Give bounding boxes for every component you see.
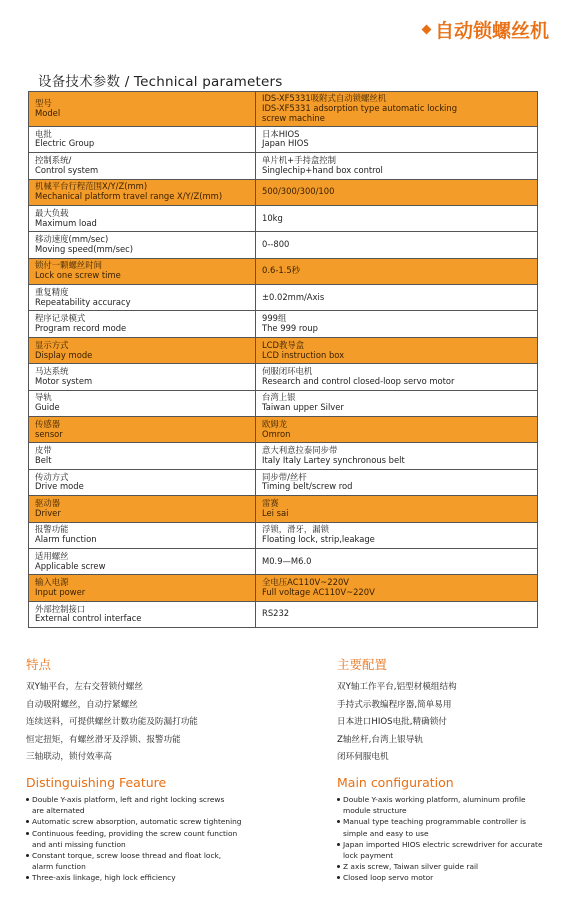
param-label-cn: 型号 bbox=[35, 97, 52, 108]
param-value: LCD instruction box bbox=[262, 349, 345, 360]
param-value-cell bbox=[256, 126, 538, 152]
table-row bbox=[29, 390, 538, 416]
list-item: Continuous feeding, providing the screw count function bbox=[26, 828, 266, 839]
param-value-cell bbox=[256, 443, 538, 469]
features-en-heading: Distinguishing Feature bbox=[26, 774, 167, 790]
param-value: screw machine bbox=[262, 112, 325, 123]
list-item: 连续送料，可提供螺丝计数功能及防漏打功能 bbox=[26, 717, 198, 728]
param-value: 0.6-1.5秒 bbox=[262, 265, 301, 276]
list-item: 自动吸附螺丝，自动拧紧螺丝 bbox=[26, 699, 138, 710]
features-cn-heading: 特点 bbox=[26, 657, 52, 672]
param-value: RS232 bbox=[262, 608, 290, 619]
param-value: Singlechip+hand box control bbox=[262, 164, 383, 175]
param-value: LCD教导盒 bbox=[262, 339, 305, 350]
parameters-table bbox=[28, 91, 538, 628]
list-item: simple and easy to use bbox=[343, 828, 429, 838]
param-label-cell bbox=[29, 417, 256, 443]
table-row bbox=[29, 232, 538, 258]
param-value: IDS-XF5331 adsorption type automatic locking bbox=[262, 102, 458, 113]
param-value: Italy Italy Lartey synchronous belt bbox=[262, 455, 405, 466]
param-value-cell bbox=[256, 258, 538, 284]
table-row bbox=[29, 601, 538, 627]
features-column bbox=[26, 655, 266, 884]
param-value: 全电压AC110V~220V bbox=[262, 577, 350, 588]
param-label-en: Control system bbox=[35, 164, 99, 175]
param-label-cn: 马达系统 bbox=[35, 366, 69, 377]
table-row bbox=[29, 126, 538, 152]
param-value-cell bbox=[256, 311, 538, 337]
param-value: Full voltage AC110V~220V bbox=[262, 587, 375, 598]
param-label-en: Electric Group bbox=[35, 138, 95, 149]
param-label-cn: 移动速度(mm/sec) bbox=[35, 234, 109, 245]
param-label-en: Alarm function bbox=[35, 534, 97, 545]
param-value-cell bbox=[256, 575, 538, 601]
param-label-cn: 外部控制接口 bbox=[35, 603, 86, 614]
param-label-cell bbox=[29, 232, 256, 258]
param-value: 雷赛 bbox=[262, 497, 279, 508]
param-label-cn: 控制系统/ bbox=[35, 154, 72, 165]
param-label-cn: 最大负载 bbox=[35, 207, 69, 218]
table-row bbox=[29, 496, 538, 522]
param-value-cell bbox=[256, 496, 538, 522]
list-item: Japan imported HIOS electric screwdriver for accurate bbox=[337, 839, 563, 850]
param-value: IDS-XF5331吸附式自动锁螺丝机 bbox=[262, 93, 387, 103]
param-label-cn: 锁付一颗螺丝时间 bbox=[35, 260, 102, 271]
param-value-cell bbox=[256, 469, 538, 495]
param-label-en: Input power bbox=[35, 587, 86, 598]
list-item: are alternated bbox=[32, 806, 85, 816]
list-item: Z axis screw, Taiwan silver guide rail bbox=[337, 861, 563, 872]
list-item: Manual type teaching programmable controller is bbox=[337, 816, 563, 827]
parameters-title: 设备技术参数 / Technical parameters bbox=[38, 74, 283, 90]
param-value: 意大利意拉泰同步带 bbox=[262, 445, 338, 456]
table-row bbox=[29, 153, 538, 179]
table-row bbox=[29, 417, 538, 443]
param-value: Omron bbox=[262, 428, 291, 439]
param-label-cell bbox=[29, 205, 256, 231]
param-label-cn: 显示方式 bbox=[35, 339, 69, 350]
param-value-cell bbox=[256, 285, 538, 311]
table-row bbox=[29, 575, 538, 601]
param-label-cell bbox=[29, 496, 256, 522]
list-item: 双Y轴平台，左右交替锁付螺丝 bbox=[26, 682, 143, 692]
table-row bbox=[29, 205, 538, 231]
param-label-cell bbox=[29, 548, 256, 574]
list-item: Double Y-axis platform, left and right locking screws bbox=[26, 794, 266, 805]
param-value: 单片机+手持盒控制 bbox=[262, 154, 337, 165]
table-row bbox=[29, 469, 538, 495]
param-label-cell bbox=[29, 337, 256, 363]
config-cn-heading: 主要配置 bbox=[337, 657, 388, 672]
param-value: 999组 bbox=[262, 313, 287, 324]
config-en-list bbox=[337, 794, 563, 884]
param-label-cell bbox=[29, 390, 256, 416]
param-value-cell bbox=[256, 601, 538, 627]
param-value: 伺服闭环电机 bbox=[262, 366, 313, 377]
features-cn-list bbox=[26, 679, 266, 767]
config-en-heading: Main configuration bbox=[337, 774, 454, 790]
table-row bbox=[29, 285, 538, 311]
table-row bbox=[29, 258, 538, 284]
table-row bbox=[29, 179, 538, 205]
param-label-cn: 电批 bbox=[35, 128, 52, 139]
param-label-cell bbox=[29, 311, 256, 337]
list-item: 闭环伺服电机 bbox=[337, 752, 389, 763]
param-value-cell bbox=[256, 153, 538, 179]
list-item: 日本进口HIOS电批,精确锁付 bbox=[337, 717, 447, 728]
param-value: Floating lock, strip,leakage bbox=[262, 534, 375, 545]
param-value: M0.9—M6.0 bbox=[262, 555, 312, 566]
param-value-cell bbox=[256, 92, 538, 127]
param-value-cell bbox=[256, 522, 538, 548]
param-label-en: External control interface bbox=[35, 613, 142, 624]
param-value-cell bbox=[256, 417, 538, 443]
param-label-cell bbox=[29, 443, 256, 469]
param-label-cn: 机械平台行程范围X/Y/Z(mm) bbox=[35, 181, 148, 192]
param-label-en: Driver bbox=[35, 507, 61, 518]
param-label-cn: 皮带 bbox=[35, 445, 52, 456]
list-item: Double Y-axis working platform, aluminum profile bbox=[337, 794, 563, 805]
param-value: Taiwan upper Silver bbox=[262, 402, 344, 413]
param-label-en: Mechanical platform travel range X/Y/Z(mm) bbox=[35, 191, 223, 202]
table-row bbox=[29, 548, 538, 574]
param-label-cell bbox=[29, 575, 256, 601]
param-value-cell bbox=[256, 548, 538, 574]
param-label-en: sensor bbox=[35, 428, 63, 439]
param-label-cell bbox=[29, 258, 256, 284]
param-label-cell bbox=[29, 92, 256, 127]
param-label-en: Model bbox=[35, 107, 61, 118]
param-value: 欧姆龙 bbox=[262, 418, 288, 429]
param-label-cn: 报警功能 bbox=[35, 524, 69, 535]
param-label-cn: 驱动器 bbox=[35, 497, 61, 508]
param-value: ±0.02mm/Axis bbox=[262, 291, 325, 302]
param-value: 台湾上银 bbox=[262, 392, 296, 403]
table-row bbox=[29, 311, 538, 337]
list-item: Three-axis linkage, high lock efficiency bbox=[26, 872, 266, 883]
table-row bbox=[29, 92, 538, 127]
param-label-en: Moving speed(mm/sec) bbox=[35, 243, 134, 254]
table-row bbox=[29, 337, 538, 363]
param-label-en: Maximum load bbox=[35, 217, 97, 228]
param-value-cell bbox=[256, 179, 538, 205]
param-value-cell bbox=[256, 364, 538, 390]
param-label-en: Drive mode bbox=[35, 481, 84, 492]
list-item: 三轴联动，锁付效率高 bbox=[26, 752, 112, 763]
param-label-cn: 导轨 bbox=[35, 392, 52, 403]
param-label-cell bbox=[29, 153, 256, 179]
param-label-en: Display mode bbox=[35, 349, 93, 360]
list-item: Z轴丝杆,台湾上银导轨 bbox=[337, 734, 423, 745]
param-value: 浮锁，滑牙，漏锁 bbox=[262, 524, 329, 535]
param-value-cell bbox=[256, 205, 538, 231]
list-item: 双Y轴工作平台,铝型材模组结构 bbox=[337, 682, 457, 692]
list-item: 恒定扭矩，有螺丝滑牙及浮锁、报警功能 bbox=[26, 734, 181, 745]
list-item: Automatic screw absorption, automatic screw tightening bbox=[26, 816, 266, 827]
config-cn-list bbox=[337, 679, 563, 767]
list-item: lock payment bbox=[343, 850, 394, 860]
param-label-en: Guide bbox=[35, 402, 60, 413]
param-label-en: Lock one screw time bbox=[35, 270, 121, 281]
param-label-cn: 适用螺丝 bbox=[35, 550, 69, 561]
param-label-cn: 重复精度 bbox=[35, 286, 69, 297]
param-value-cell bbox=[256, 232, 538, 258]
list-item: 手持式示教编程序器,简单易用 bbox=[337, 699, 452, 710]
product-name: 自动锁螺丝机 bbox=[434, 20, 549, 42]
param-label-cn: 传动方式 bbox=[35, 471, 69, 482]
param-label-cn: 程序记录模式 bbox=[35, 313, 86, 324]
param-value: Timing belt/screw rod bbox=[262, 481, 353, 492]
param-label-en: Program record mode bbox=[35, 323, 127, 334]
param-value: The 999 roup bbox=[262, 323, 318, 334]
product-title bbox=[423, 16, 549, 43]
param-label-en: Applicable screw bbox=[35, 560, 106, 571]
param-value: Lei sai bbox=[262, 507, 289, 518]
param-label-en: Belt bbox=[35, 455, 52, 466]
param-label-cell bbox=[29, 601, 256, 627]
param-label-cell bbox=[29, 469, 256, 495]
list-item: Closed loop servo motor bbox=[337, 872, 563, 883]
table-row bbox=[29, 522, 538, 548]
param-value: 同步带/丝杆 bbox=[262, 471, 307, 482]
configuration-column bbox=[337, 655, 563, 884]
list-item: module structure bbox=[343, 806, 407, 816]
table-row bbox=[29, 364, 538, 390]
param-label-cell bbox=[29, 522, 256, 548]
param-value: 0--800 bbox=[262, 239, 290, 250]
param-label-cn: 输入电源 bbox=[35, 577, 69, 588]
param-value: Japan HIOS bbox=[262, 138, 309, 149]
param-value-cell bbox=[256, 337, 538, 363]
param-label-cell bbox=[29, 285, 256, 311]
param-label-en: Repeatability accuracy bbox=[35, 296, 131, 307]
param-value: 500/300/300/100 bbox=[262, 186, 335, 197]
list-item: Constant torque, screw loose thread and float lock, bbox=[26, 850, 266, 861]
param-value: 10kg bbox=[262, 212, 283, 223]
param-label-cell bbox=[29, 364, 256, 390]
features-en-list bbox=[26, 794, 266, 884]
param-value-cell bbox=[256, 390, 538, 416]
list-item: alarm function bbox=[32, 862, 86, 872]
param-value: 日本HIOS bbox=[262, 128, 300, 139]
param-label-cell bbox=[29, 126, 256, 152]
param-label-en: Motor system bbox=[35, 375, 93, 386]
diamond-icon bbox=[422, 25, 432, 35]
param-label-cn: 传感器 bbox=[35, 418, 61, 429]
param-value: Research and control closed-loop servo motor bbox=[262, 375, 455, 386]
list-item: and anti missing function bbox=[32, 839, 126, 849]
param-label-cell bbox=[29, 179, 256, 205]
table-row bbox=[29, 443, 538, 469]
